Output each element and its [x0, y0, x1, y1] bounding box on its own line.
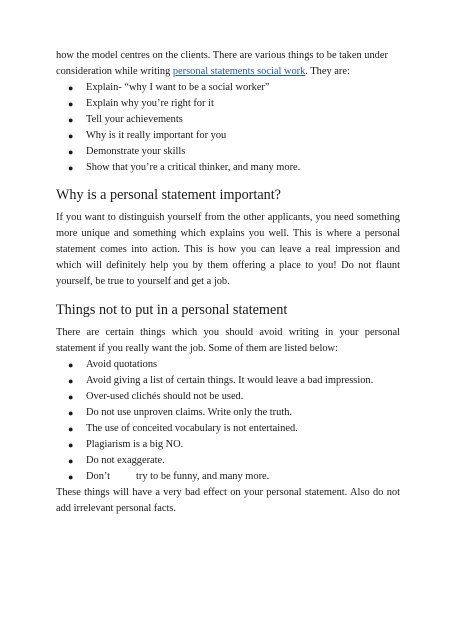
list-item: ● Avoid quotations	[56, 357, 400, 373]
list-item: ● Do not use unproven claims. Write only the truth.	[56, 405, 400, 421]
list-item: ● Plagiarism is a big NO.	[56, 437, 400, 453]
personal-statements-social-work-link[interactable]: personal statements social work	[172, 66, 306, 77]
intro-line-2-start: consideration while writing	[56, 66, 173, 77]
intro-paragraph	[56, 48, 400, 80]
document-page	[56, 48, 400, 517]
importance-paragraph: If you want to distinguish yourself from the other applicants, you need something more unique and something which explains you well. This is where a personal statement comes into action. This is how you can leave a real impression and which will definitely help you by them offering a place to you! Do not flaunt yourself, be true to yourself and get a job.	[56, 212, 400, 287]
bullet-icon: ●	[68, 392, 74, 402]
closing-paragraph: These things will have a very bad effect on your personal statement. Also do not add irrelevant personal facts.	[56, 487, 400, 514]
intro-line-2-end: . They are:	[305, 66, 350, 77]
list-item: ● Why is it really important for you	[56, 128, 400, 144]
list-item: ● Explain- “why I want to be a social worker”	[56, 80, 400, 96]
list-item: ● Don’t try to be funny, and many more.	[56, 469, 400, 485]
bullet-icon: ●	[68, 456, 74, 466]
list-item: ● Demonstrate your skills	[56, 144, 400, 160]
bullet-icon: ●	[68, 360, 74, 370]
reasons-list	[56, 80, 400, 176]
avoid-list	[56, 357, 400, 485]
bullet-icon: ●	[68, 83, 74, 93]
things-not-to-put-paragraph: There are certain things which you should avoid writing in your personal statement if you really want the job. Some of them are listed below:	[56, 327, 400, 354]
bullet-icon: ●	[68, 131, 74, 141]
list-item: ● The use of conceited vocabulary is not entertained.	[56, 421, 400, 437]
bullet-icon: ●	[68, 440, 74, 450]
section-heading-importance: Why is a personal statement important?	[56, 187, 281, 203]
bullet-icon: ●	[68, 472, 74, 482]
list-item: ● Do not exaggerate.	[56, 453, 400, 469]
bullet-icon: ●	[68, 99, 74, 109]
list-item: ● Explain why you’re right for it	[56, 96, 400, 112]
list-item: ● Show that you’re a critical thinker, and many more.	[56, 160, 400, 176]
bullet-icon: ●	[68, 115, 74, 125]
bullet-icon: ●	[68, 408, 74, 418]
intro-line-1: how the model centres on the clients. There are various things to be taken under	[56, 50, 388, 61]
bullet-icon: ●	[68, 163, 74, 173]
list-item: ● Tell your achievements	[56, 112, 400, 128]
bullet-icon: ●	[68, 147, 74, 157]
section-heading-things-not-to-put: Things not to put in a personal statement	[56, 302, 288, 318]
bullet-icon: ●	[68, 376, 74, 386]
list-item: ● Avoid giving a list of certain things. It would leave a bad impression.	[56, 373, 400, 389]
bullet-icon: ●	[68, 424, 74, 434]
list-item: ● Over-used clichés should not be used.	[56, 389, 400, 405]
